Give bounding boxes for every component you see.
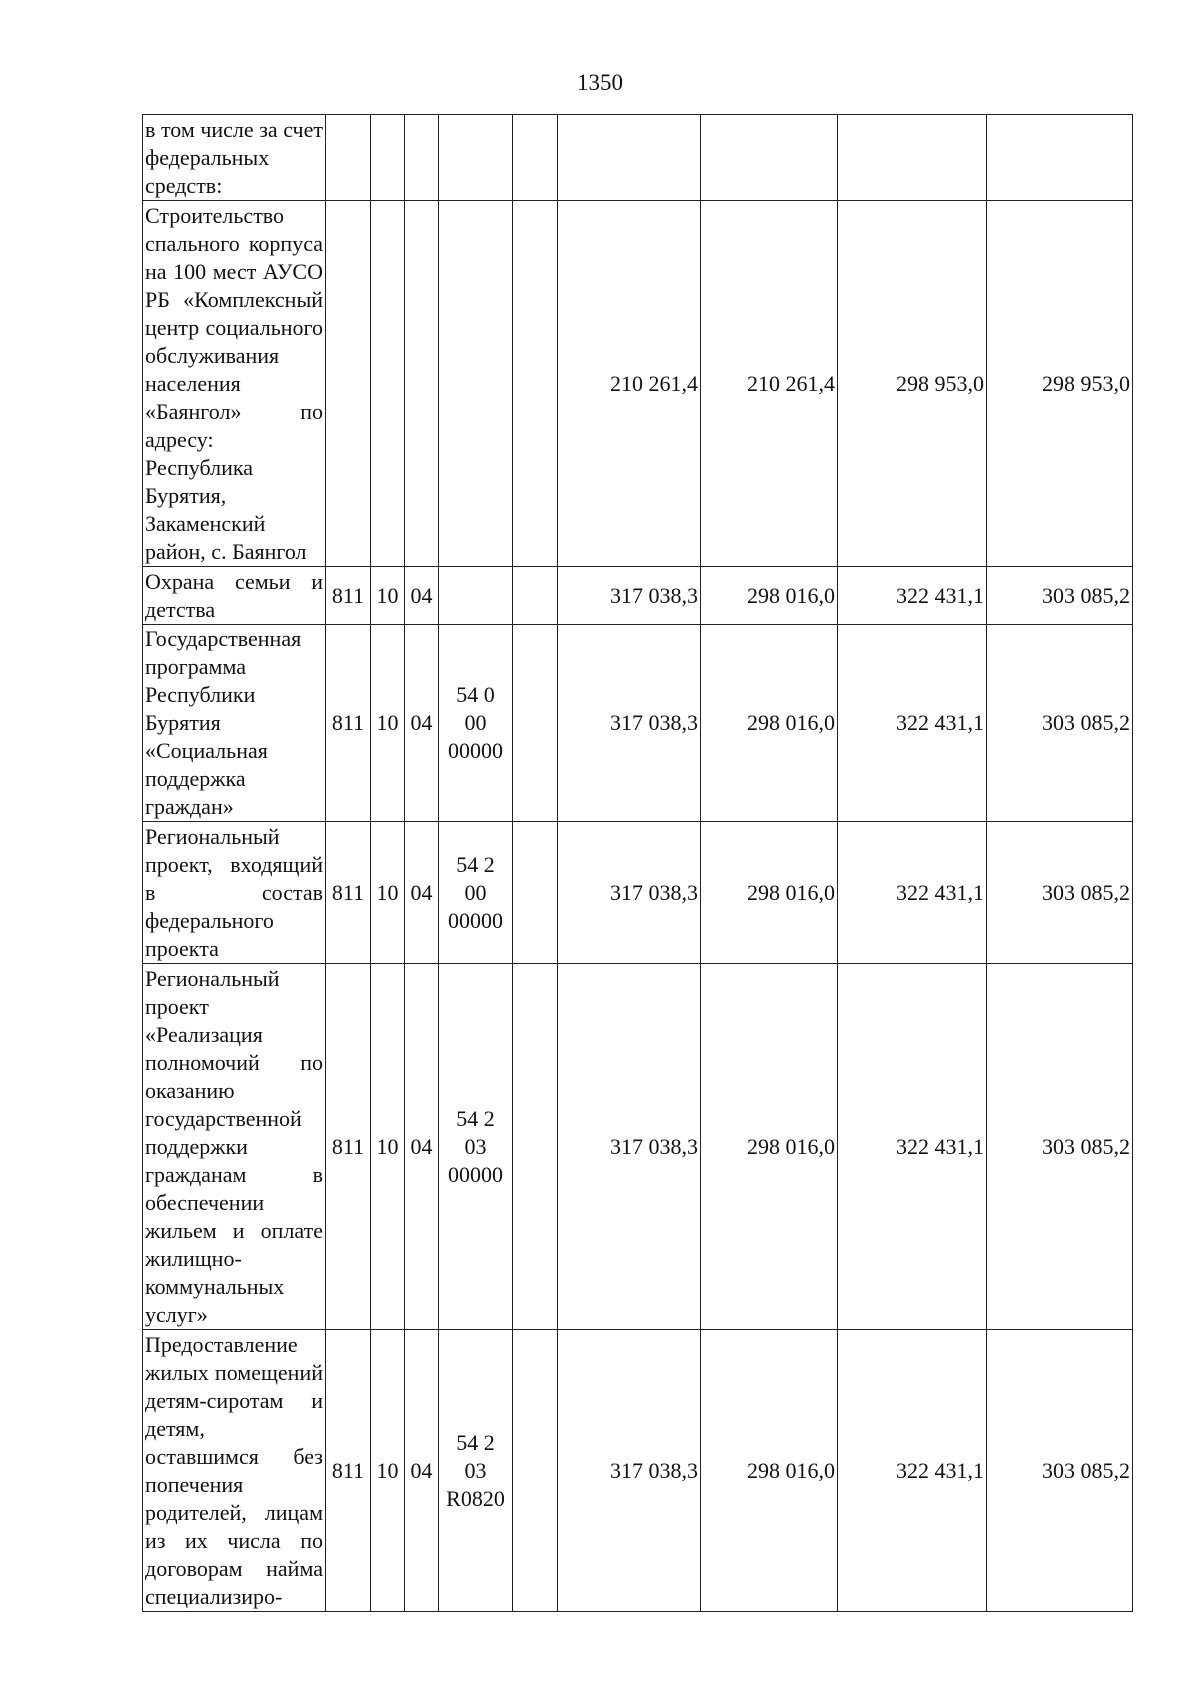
value-4: 303 085,2 (987, 822, 1133, 964)
table-row (143, 115, 1133, 201)
row-description: Строительство спального корпуса на 100 мест АУСО РБ «Комплексный центр социального обслуживания населения «Баянгол» по адресу: Республика Бурятия, Закаменский район, с. Баянгол (143, 201, 326, 567)
value-3: 298 953,0 (838, 201, 987, 567)
ved-code: 811 (326, 567, 371, 625)
ved-code: 811 (326, 625, 371, 822)
pr-code: 04 (405, 964, 439, 1330)
value-2: 298 016,0 (701, 964, 838, 1330)
value-3: 322 431,1 (838, 1330, 987, 1612)
pr-code (405, 201, 439, 567)
value-4: 298 953,0 (987, 201, 1133, 567)
pr-code: 04 (405, 1330, 439, 1612)
row-description: Предоставление жилых помещений детям-сиротам и детям, оставшимся без попечения родителей, лицам из их числа по договорам найма специализиро- (143, 1330, 326, 1612)
budget-table (142, 114, 1133, 1612)
value-2: 298 016,0 (701, 822, 838, 964)
csr-code (439, 201, 513, 567)
rz-code (371, 115, 405, 201)
vr-code (513, 201, 558, 567)
rz-code: 10 (371, 822, 405, 964)
pr-code: 04 (405, 625, 439, 822)
table-row (143, 1330, 1133, 1612)
value-1: 317 038,3 (558, 822, 701, 964)
csr-code (439, 567, 513, 625)
pr-code: 04 (405, 567, 439, 625)
pr-code: 04 (405, 822, 439, 964)
page-number: 1350 (577, 70, 623, 95)
vr-code (513, 822, 558, 964)
value-1: 317 038,3 (558, 625, 701, 822)
value-2: 298 016,0 (701, 567, 838, 625)
row-description: Региональный проект, входящий в состав федерального проекта (143, 822, 326, 964)
row-description: в том числе за счет федеральных средств: (143, 115, 326, 201)
vr-code (513, 115, 558, 201)
ved-code: 811 (326, 964, 371, 1330)
value-1: 317 038,3 (558, 964, 701, 1330)
rz-code: 10 (371, 625, 405, 822)
rz-code: 10 (371, 567, 405, 625)
table-row (143, 625, 1133, 822)
value-3: 322 431,1 (838, 964, 987, 1330)
rz-code: 10 (371, 1330, 405, 1612)
value-4: 303 085,2 (987, 567, 1133, 625)
value-2: 298 016,0 (701, 625, 838, 822)
table-row (143, 822, 1133, 964)
ved-code (326, 201, 371, 567)
value-3: 322 431,1 (838, 625, 987, 822)
value-1 (558, 115, 701, 201)
value-4: 303 085,2 (987, 1330, 1133, 1612)
table-row (143, 567, 1133, 625)
csr-code (439, 115, 513, 201)
vr-code (513, 625, 558, 822)
value-2: 298 016,0 (701, 1330, 838, 1612)
csr-code: 54 2 00 00000 (439, 822, 513, 964)
csr-code: 54 2 03 00000 (439, 964, 513, 1330)
value-2: 210 261,4 (701, 201, 838, 567)
rz-code: 10 (371, 964, 405, 1330)
vr-code (513, 964, 558, 1330)
value-3: 322 431,1 (838, 822, 987, 964)
value-3: 322 431,1 (838, 567, 987, 625)
value-4: 303 085,2 (987, 625, 1133, 822)
row-description: Охрана семьи и детства (143, 567, 326, 625)
ved-code: 811 (326, 1330, 371, 1612)
value-4 (987, 115, 1133, 201)
value-2 (701, 115, 838, 201)
vr-code (513, 1330, 558, 1612)
ved-code: 811 (326, 822, 371, 964)
table-row (143, 964, 1133, 1330)
value-3 (838, 115, 987, 201)
ved-code (326, 115, 371, 201)
vr-code (513, 567, 558, 625)
value-1: 210 261,4 (558, 201, 701, 567)
pr-code (405, 115, 439, 201)
table-row (143, 201, 1133, 567)
rz-code (371, 201, 405, 567)
row-description: Региональный проект «Реализация полномочий по оказанию государственной поддержки гражданам в обеспечении жильем и оплате жилищно-коммунальных услуг» (143, 964, 326, 1330)
csr-code: 54 2 03 R0820 (439, 1330, 513, 1612)
value-1: 317 038,3 (558, 567, 701, 625)
csr-code: 54 0 00 00000 (439, 625, 513, 822)
value-1: 317 038,3 (558, 1330, 701, 1612)
value-4: 303 085,2 (987, 964, 1133, 1330)
row-description: Государственная программа Республики Бурятия «Социальная поддержка граждан» (143, 625, 326, 822)
